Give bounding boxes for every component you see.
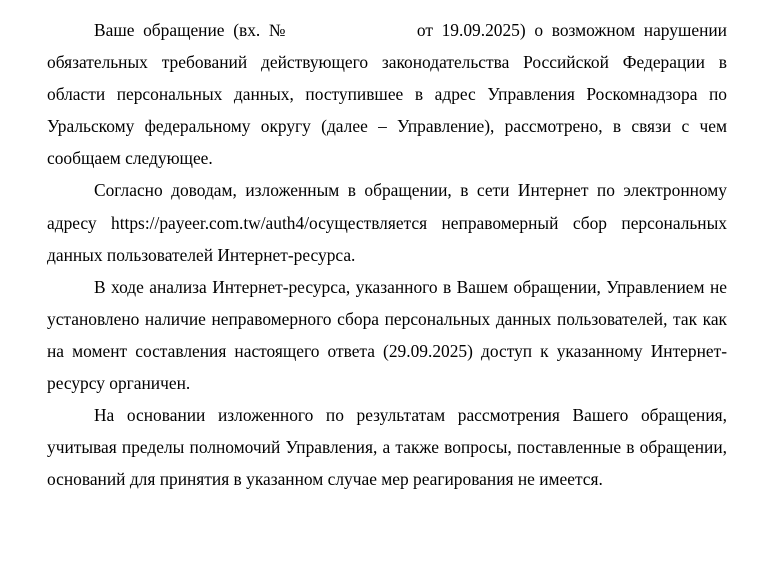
paragraph-1-intro: Ваше обращение (вх. № — [94, 20, 290, 40]
letter-body — [47, 0, 727, 495]
paragraph-4: На основании изложенного по результатам рассмотрения Вашего обращения, учитывая пределы полномочий Управления, а также вопросы, поставленные в обращении, оснований для принятия в указанном случае мер реагирования не имеется. — [47, 405, 727, 490]
paragraph-1-body: от 19.09.2025) о возможном нарушении обязательных требований действующего законодательства Российской Федерации в области персональных данных, поступившее в адрес Управления Роскомнадзора по Уральскому федеральному округу (далее – Управление), рассмотрено, в связи с чем сообщаем следующее. — [47, 20, 727, 169]
paragraph-3: В ходе анализа Интернет-ресурса, указанного в Вашем обращении, Управлением не установлено наличие неправомерного сбора персональных данных пользователей, так как на момент составления настоящего ответа (29.09.2025) доступ к указанному Интернет-ресурсу органичен. — [47, 276, 727, 394]
paragraph-1 — [47, 0, 727, 174]
paragraph-2: Согласно доводам, изложенным в обращении, в сети Интернет по электронному адресу https://payeer.com.tw/auth4/осуществляется неправомерный сбор персональных данных пользователей Интернет-ресурса. — [47, 180, 727, 265]
